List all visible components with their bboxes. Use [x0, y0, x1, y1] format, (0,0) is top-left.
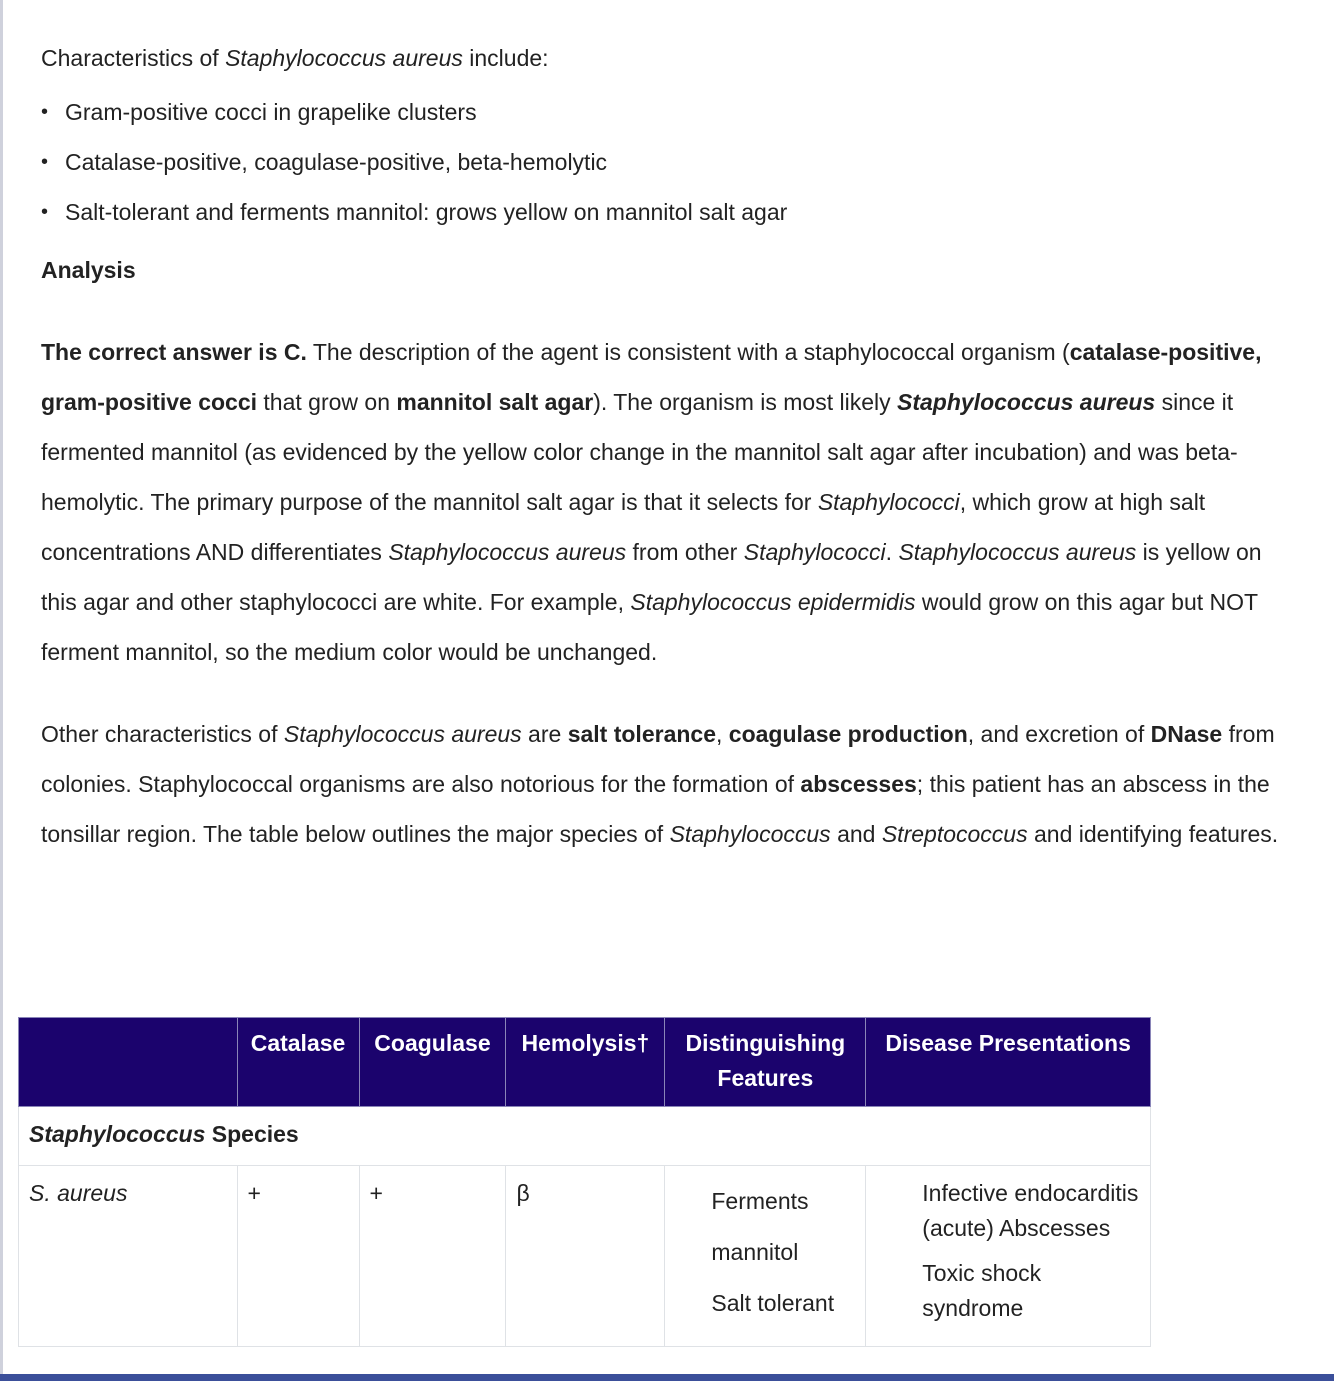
- section-genus: Staphylococcus: [29, 1121, 206, 1147]
- text-run: since it fermented mannitol (as evidenced by the yellow color change in the mannitol salt agar after incubation) and was beta-hemolytic. The primary purpose of the mannitol salt agar is that it selects for: [41, 389, 1238, 515]
- text-run-bold: coagulase production: [728, 721, 968, 747]
- cell-disease-presentations: [866, 1166, 1151, 1347]
- cell-species: [19, 1166, 238, 1347]
- text-run-italic: Staphylococci: [743, 539, 886, 565]
- text-run-italic: Staphylococcus aureus: [283, 721, 522, 747]
- section-row-staphylococcus: [19, 1107, 1151, 1166]
- text-run-bold: catalase-positive, gram-positive cocci: [41, 339, 1262, 415]
- section-label: [19, 1107, 1151, 1166]
- header-distinguishing-features: Distinguishing Features: [665, 1018, 866, 1107]
- cell-hemolysis: β: [506, 1166, 665, 1347]
- explanation-content: [41, 37, 1291, 859]
- other-characteristics-paragraph: [41, 709, 1291, 859]
- feature-item: mannitol: [711, 1239, 799, 1265]
- text-run: that grow on: [257, 389, 397, 415]
- list-item-text: Gram-positive cocci in grapelike clusters: [65, 99, 477, 125]
- text-run: is yellow on this agar and other staphylococci are white. For example,: [41, 539, 1262, 615]
- list-item: [41, 137, 1291, 187]
- cell-catalase: +: [237, 1166, 359, 1347]
- text-run: The description of the agent is consistent with a staphylococcal organism (: [306, 339, 1070, 365]
- list-item: [41, 87, 1291, 137]
- text-run: ; this patient has an abscess in the tonsillar region. The table below outlines the major species of: [41, 771, 1270, 847]
- text-run-italic: Streptococcus: [881, 821, 1028, 847]
- intro-text: [41, 37, 1291, 79]
- text-run: would grow on this agar but NOT ferment mannitol, so the medium color would be unchanged.: [41, 589, 1258, 665]
- cell-coagulase: +: [359, 1166, 506, 1347]
- text-run-italic: Staphylococcus epidermidis: [630, 589, 916, 615]
- text-run: from colonies. Staphylococcal organisms are also notorious for the formation of: [41, 721, 1275, 797]
- text-run: from other: [626, 539, 744, 565]
- section-suffix: Species: [205, 1121, 299, 1147]
- text-run: , and excretion of: [967, 721, 1151, 747]
- species-comparison-table: [18, 1017, 1151, 1347]
- bullet-icon: •: [41, 201, 49, 223]
- feature-item: Ferments: [711, 1188, 809, 1214]
- analysis-paragraph: [41, 327, 1291, 677]
- list-item-text: Catalase-positive, coagulase-positive, beta-hemolytic: [65, 149, 608, 175]
- text-run: .: [885, 539, 899, 565]
- header-disease-presentations: Disease Presentations: [866, 1018, 1151, 1107]
- analysis-heading: Analysis: [41, 257, 136, 283]
- text-run: , which grow at high salt concentrations AND differentiates: [41, 489, 1206, 565]
- bottom-bar: [0, 1374, 1334, 1381]
- header-hemolysis: Hemolysis†: [506, 1018, 665, 1107]
- answer-statement: The correct answer is C.: [41, 339, 307, 365]
- header-coagulase: Coagulase: [359, 1018, 506, 1107]
- list-item: [41, 187, 1291, 237]
- feature-item: Salt tolerant: [711, 1290, 835, 1316]
- header-catalase: Catalase: [237, 1018, 359, 1107]
- text-run: and identifying features.: [1027, 821, 1279, 847]
- text-run: ). The organism is most likely: [593, 389, 897, 415]
- text-run: Other characteristics of: [41, 721, 284, 747]
- bullet-icon: •: [41, 101, 49, 123]
- bullet-icon: •: [41, 151, 49, 173]
- cell-distinguishing-features: [665, 1166, 866, 1347]
- text-run: and: [830, 821, 882, 847]
- text-run-italic: Staphylococcus aureus: [388, 539, 627, 565]
- text-run: are: [521, 721, 568, 747]
- table-row: [19, 1166, 1151, 1347]
- intro-prefix: Characteristics of: [41, 45, 226, 71]
- text-run-bold: salt tolerance: [567, 721, 716, 747]
- text-run-bold: DNase: [1150, 721, 1223, 747]
- text-run-italic: Staphylococcus aureus: [898, 539, 1137, 565]
- text-run-bold: mannitol salt agar: [396, 389, 594, 415]
- table-header-row: [19, 1018, 1151, 1107]
- text-run-italic: Staphylococci: [817, 489, 960, 515]
- left-border-strip: [0, 0, 3, 1381]
- header-species: [19, 1018, 238, 1107]
- text-run: ,: [716, 721, 729, 747]
- text-run-bold-italic: Staphylococcus aureus: [897, 389, 1156, 415]
- text-run-bold: abscesses: [800, 771, 917, 797]
- characteristics-list: [41, 87, 1291, 237]
- list-item-text: Salt-tolerant and ferments mannitol: grows yellow on mannitol salt agar: [65, 199, 788, 225]
- intro-organism: Staphylococcus aureus: [225, 45, 463, 71]
- disease-item: Toxic shock syndrome: [922, 1260, 1042, 1321]
- text-run-italic: Staphylococcus: [669, 821, 831, 847]
- species-name: S. aureus: [29, 1180, 128, 1206]
- disease-item: Infective endocarditis (acute) Abscesses: [922, 1180, 1139, 1241]
- intro-suffix: include:: [462, 45, 549, 71]
